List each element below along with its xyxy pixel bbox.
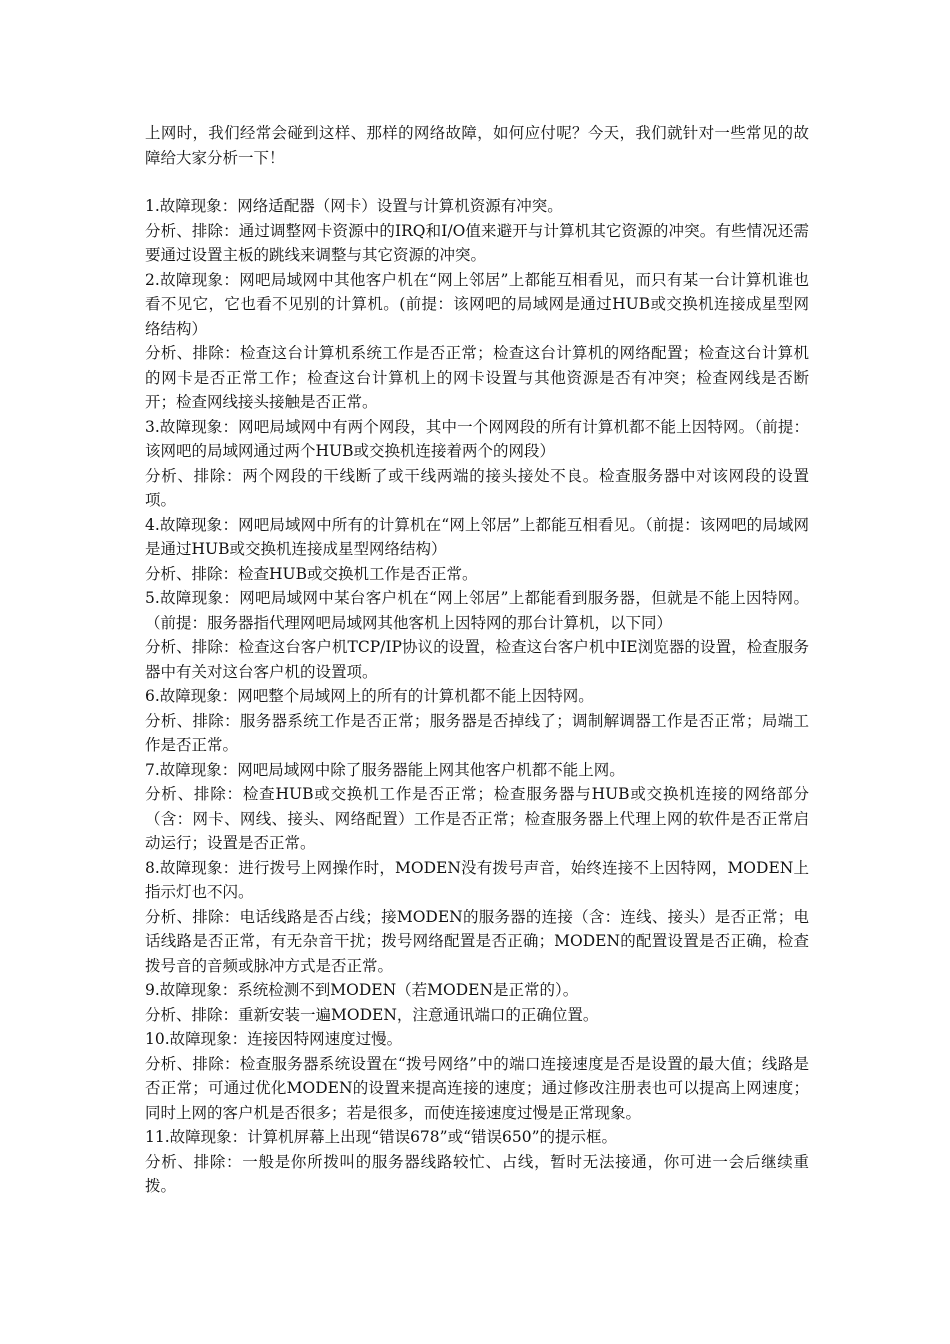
fault-8-analysis: 分析、排除：电话线路是否占线；接MODEN的服务器的连接（含：连线、接头）是否正常；电话线路是否正常，有无杂音干扰；拨号网络配置是否正确；MODEN的配置设置是否正确，检查拨号音的音频或脉冲方式是否正常。 [145, 907, 809, 975]
fault-1-problem: 1.故障现象：网络适配器（网卡）设置与计算机资源有冲突。 [145, 197, 563, 215]
fault-5-analysis: 分析、排除：检查这台客户机TCP/IP协议的设置，检查这台客户机中IE浏览器的设置，检查服务器中有关对这台客户机的设置项。 [145, 638, 809, 681]
fault-5-problem: 5.故障现象：网吧局域网中某台客户机在“网上邻居”上都能看到服务器，但就是不能上因特网。（前提：服务器指代理网吧局域网其他客机上因特网的那台计算机，以下同） [145, 589, 809, 632]
fault-2-analysis: 分析、排除：检查这台计算机系统工作是否正常；检查这台计算机的网络配置；检查这台计算机的网卡是否正常工作；检查这台计算机上的网卡设置与其他资源是否有冲突；检查网线是否断开；检查网线接头接触是否正常。 [145, 344, 809, 411]
fault-3-problem: 3.故障现象：网吧局域网中有两个网段，其中一个网网段的所有计算机都不能上因特网。（前提：该网吧的局域网通过两个HUB或交换机连接着两个的网段） [145, 417, 809, 460]
fault-4-problem: 4.故障现象：网吧局域网中所有的计算机在“网上邻居”上都能互相看见。（前提：该网吧的局域网是通过HUB或交换机连接成星型网络结构） [145, 515, 809, 558]
fault-7-analysis: 分析、排除：检查HUB或交换机工作是否正常；检查服务器与HUB或交换机连接的网络部分（含：网卡、网线、接头、网络配置）工作是否正常；检查服务器上代理上网的软件是否正常启动运行；设置是否正常。 [145, 785, 809, 852]
fault-3-analysis: 分析、排除：两个网段的干线断了或干线两端的接头接处不良。检查服务器中对该网段的设置项。 [145, 466, 809, 509]
fault-1-analysis: 分析、排除：通过调整网卡资源中的IRQ和I/O值来避开与计算机其它资源的冲突。有些情况还需要通过设置主板的跳线来调整与其它资源的冲突。 [145, 221, 809, 264]
fault-6-analysis: 分析、排除：服务器系统工作是否正常；服务器是否掉线了；调制解调器工作是否正常；局端工作是否正常。 [145, 711, 809, 754]
fault-4-analysis: 分析、排除：检查HUB或交换机工作是否正常。 [145, 564, 478, 583]
fault-9-problem: 9.故障现象：系统检测不到MODEN（若MODEN是正常的）。 [145, 981, 579, 999]
fault-11-problem: 11.故障现象：计算机屏幕上出现“错误678”或“错误650”的提示框。 [145, 1128, 618, 1146]
fault-2-problem: 2.故障现象：网吧局域网中其他客户机在“网上邻居”上都能互相看见，而只有某一台计算机谁也看不见它，它也看不见别的计算机。(前提：该网吧的局域网是通过HUB或交换机连接成星型网络结构） [145, 270, 809, 338]
document-body [145, 121, 809, 1199]
fault-9-analysis: 分析、排除：重新安装一遍MODEN，注意通讯端口的正确位置。 [145, 1005, 599, 1024]
fault-7-problem: 7.故障现象：网吧局域网中除了服务器能上网其他客户机都不能上网。 [145, 760, 625, 779]
fault-10-analysis: 分析、排除：检查服务器系统设置在“拨号网络”中的端口连接速度是否是设置的最大值；线路是否正常；可通过优化MODEN的设置来提高连接的速度；通过修改注册表也可以提高上网速度；同时上网的客户机是否很多；若是很多，而使连接速度过慢是正常现象。 [145, 1054, 809, 1122]
fault-8-problem: 8.故障现象：进行拨号上网操作时，MODEN没有拨号声音，始终连接不上因特网，MODEN上指示灯也不闪。 [145, 858, 809, 901]
fault-10-problem: 10.故障现象：连接因特网速度过慢。 [145, 1030, 403, 1048]
fault-6-problem: 6.故障现象：网吧整个局域网上的所有的计算机都不能上因特网。 [145, 687, 594, 705]
fault-11-analysis: 分析、排除：一般是你所拨叫的服务器线路较忙、占线，暂时无法接通，你可进一会后继续重拨。 [145, 1152, 809, 1195]
intro-paragraph: 上网时，我们经常会碰到这样、那样的网络故障，如何应付呢？今天，我们就针对一些常见的故障给大家分析一下！ [145, 124, 809, 167]
